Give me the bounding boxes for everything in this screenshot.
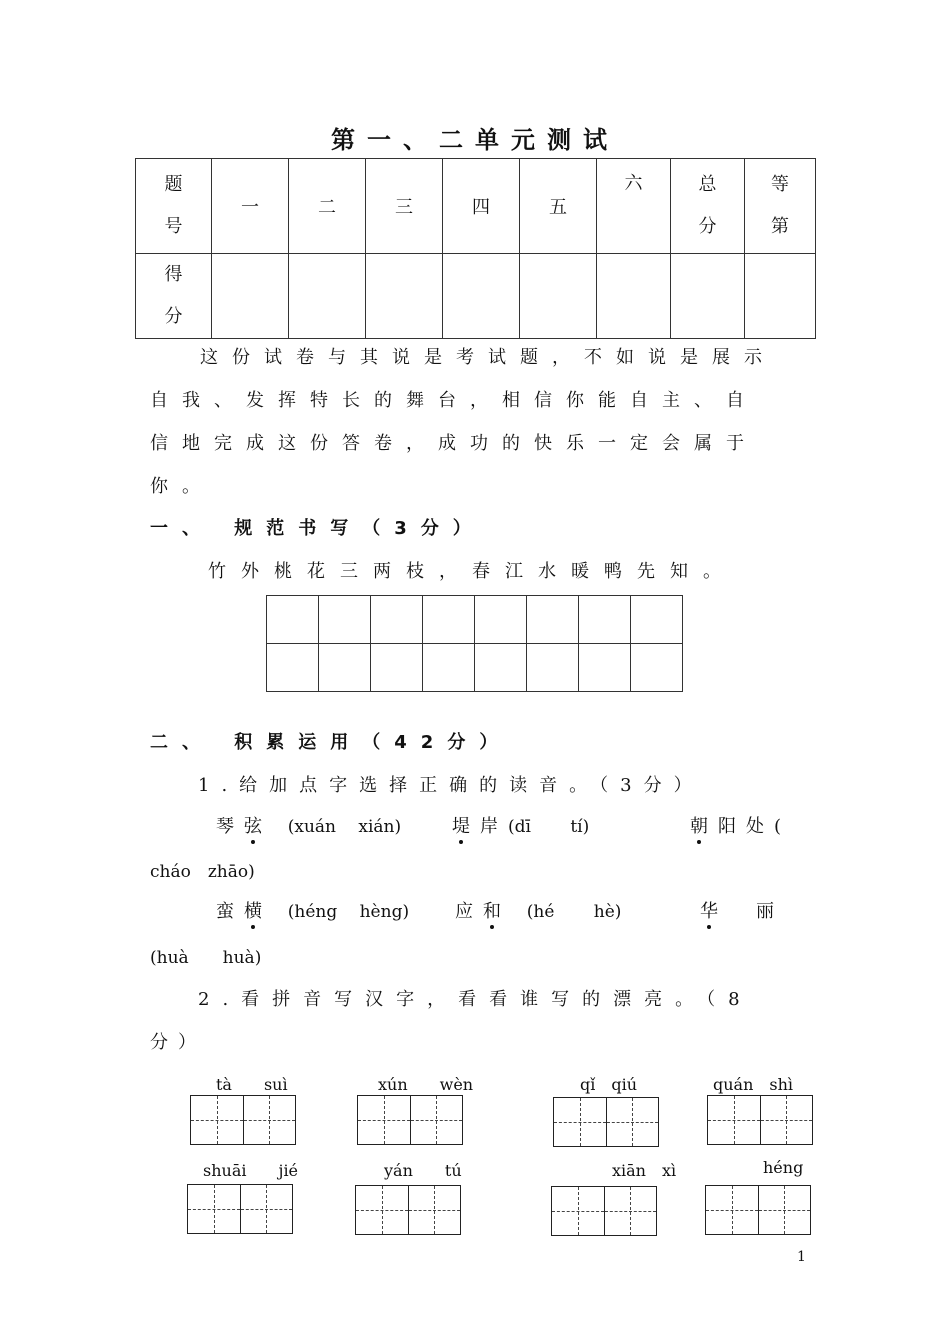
pinyin-label: héng [763,1158,804,1177]
q1-item: 堤岸(dī tí) [452,812,589,838]
pinyin-label: quán shì [713,1075,794,1094]
score-cell[interactable] [597,254,671,339]
section1-heading: 一、 规范书写（3分） [150,518,485,539]
pinyin-label: qǐ qiú [580,1075,638,1094]
score-cell[interactable] [520,254,597,339]
q2-prompt: 分） [150,1032,206,1053]
section2-heading: 二、 积累运用（42分） [150,732,512,753]
score-header-cell: 五 [520,159,597,254]
score-cell[interactable] [366,254,443,339]
pinyin-label: xún wèn [378,1075,474,1094]
score-table [135,158,816,339]
score-cell[interactable] [745,254,816,339]
pinyin-label: tà suì [216,1075,288,1094]
score-header-cell: 等 第 [745,159,816,254]
score-header-cell: 二 [289,159,366,254]
q1-wrap-text: (huà huà) [150,948,262,968]
tian-grid[interactable] [355,1185,461,1235]
intro-line: 信地完成这份答卷，成功的快乐一定会属于 [150,433,758,454]
q1-item: 朝阳处( [690,812,791,838]
page-title: 第一、二单元测试 [331,126,619,154]
score-cell[interactable] [212,254,289,339]
score-cell[interactable] [443,254,520,339]
tian-grid[interactable] [707,1095,813,1145]
tian-grid[interactable] [357,1095,463,1145]
q1-item: 蛮横 (héng hèng) [216,897,409,923]
poem-line: 竹外桃花三两枝，春江水暖鸭先知。 [208,561,736,582]
tian-grid[interactable] [553,1097,659,1147]
score-header-cell: 一 [212,159,289,254]
q1-item: 琴弦 (xuán xián) [216,812,401,838]
score-header-cell: 题 号 [136,159,212,254]
score-header-cell: 四 [443,159,520,254]
writing-grid[interactable] [266,595,683,692]
page-number: 1 [797,1249,806,1265]
pinyin-label: shuāi jié [203,1161,299,1180]
score-cell[interactable] [289,254,366,339]
score-row-label: 得 分 [136,254,212,339]
q1-item: 华 丽 [700,897,784,923]
intro-line: 自我、发挥特长的舞台，相信你能自主、自 [150,390,758,411]
q1-prompt: 1.给加点字选择正确的读音。（3分） [198,775,704,796]
q2-prompt: 2.看拼音写汉字，看看谁写的漂亮。（8 [198,989,753,1010]
intro-line: 这份试卷与其说是考试题，不如说是展示 [200,347,776,368]
score-header-cell: 六 [597,159,671,254]
score-header-cell: 三 [366,159,443,254]
intro-line: 你。 [150,476,214,497]
pinyin-label: yán tú [384,1161,462,1180]
tian-grid[interactable] [190,1095,296,1145]
tian-grid[interactable] [551,1186,657,1236]
q1-item: 应和 (hé hè) [455,897,621,923]
pinyin-label: xiān xì [612,1161,677,1180]
tian-grid[interactable] [705,1185,811,1235]
score-cell[interactable] [671,254,745,339]
score-header-cell: 总 分 [671,159,745,254]
tian-grid[interactable] [187,1184,293,1234]
q1-wrap-text: cháo zhāo) [150,862,255,882]
